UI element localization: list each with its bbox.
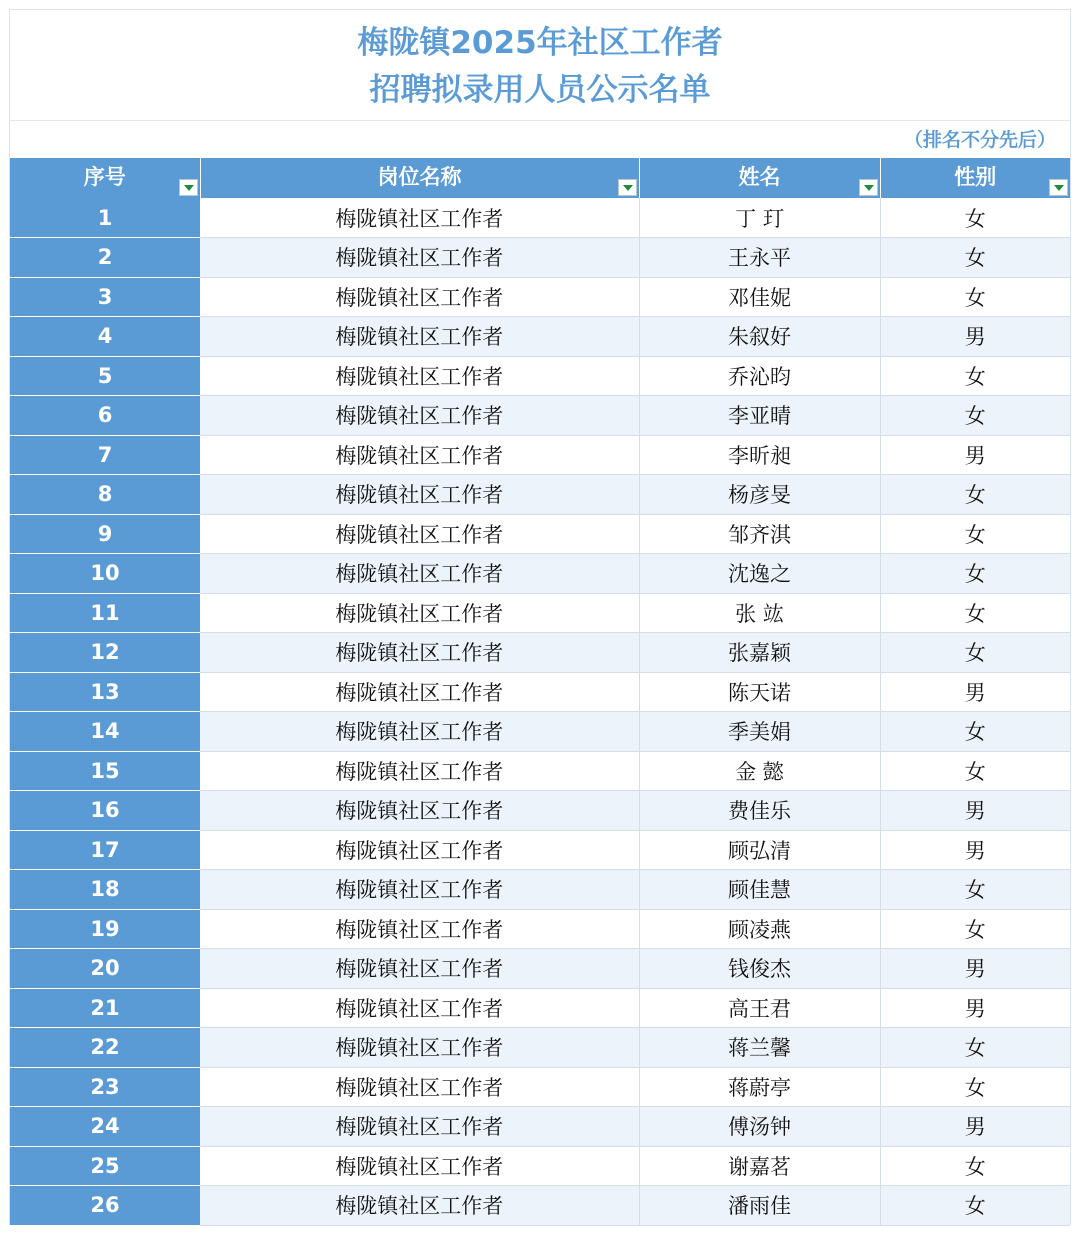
table-row [10, 396, 1070, 436]
gender-cell[interactable]: 女 [880, 238, 1070, 278]
gender-cell[interactable]: 男 [880, 317, 1070, 357]
seq-cell[interactable]: 6 [10, 396, 200, 436]
name-cell[interactable]: 张 竑 [639, 593, 880, 633]
table-row [10, 1146, 1070, 1186]
seq-cell[interactable]: 12 [10, 633, 200, 673]
seq-cell[interactable]: 14 [10, 712, 200, 752]
gender-cell[interactable]: 女 [880, 1067, 1070, 1107]
title-block [10, 10, 1070, 121]
seq-cell[interactable]: 9 [10, 514, 200, 554]
table-row [10, 514, 1070, 554]
position-cell[interactable]: 梅陇镇社区工作者 [200, 593, 639, 633]
position-cell[interactable]: 梅陇镇社区工作者 [200, 1067, 639, 1107]
name-cell[interactable]: 邓佳妮 [639, 277, 880, 317]
table-row [10, 712, 1070, 752]
position-cell[interactable]: 梅陇镇社区工作者 [200, 1146, 639, 1186]
position-cell[interactable]: 梅陇镇社区工作者 [200, 988, 639, 1028]
position-cell[interactable]: 梅陇镇社区工作者 [200, 870, 639, 910]
column-header-gender [880, 158, 1070, 198]
gender-cell[interactable]: 女 [880, 1028, 1070, 1068]
column-header-label: 岗位名称 [377, 165, 462, 189]
name-cell[interactable]: 顾凌燕 [639, 909, 880, 949]
gender-cell[interactable]: 男 [880, 672, 1070, 712]
position-cell[interactable]: 梅陇镇社区工作者 [200, 751, 639, 791]
table-row [10, 1028, 1070, 1068]
table-row [10, 593, 1070, 633]
name-cell[interactable]: 王永平 [639, 238, 880, 278]
table-row [10, 198, 1070, 238]
page-title-line-2: 招聘拟录用人员公示名单 [369, 72, 711, 108]
name-cell[interactable]: 李昕昶 [639, 435, 880, 475]
gender-cell[interactable]: 女 [880, 277, 1070, 317]
name-cell[interactable]: 蒋蔚亭 [639, 1067, 880, 1107]
gender-cell[interactable]: 女 [880, 475, 1070, 515]
seq-cell[interactable]: 24 [10, 1107, 200, 1147]
gender-cell[interactable]: 男 [880, 949, 1070, 989]
column-header-label: 性别 [954, 165, 997, 189]
spreadsheet-sheet [9, 9, 1071, 1225]
table-row [10, 356, 1070, 396]
table-row [10, 791, 1070, 831]
roster-table [10, 158, 1070, 1226]
gender-cell[interactable]: 女 [880, 633, 1070, 673]
name-cell[interactable]: 傅汤钟 [639, 1107, 880, 1147]
seq-cell[interactable]: 18 [10, 870, 200, 910]
position-cell[interactable]: 梅陇镇社区工作者 [200, 356, 639, 396]
column-header-position [200, 158, 639, 198]
seq-cell[interactable]: 26 [10, 1186, 200, 1226]
position-cell[interactable]: 梅陇镇社区工作者 [200, 277, 639, 317]
table-row [10, 1067, 1070, 1107]
seq-cell[interactable]: 22 [10, 1028, 200, 1068]
name-cell[interactable]: 谢嘉茗 [639, 1146, 880, 1186]
name-cell[interactable]: 钱俊杰 [639, 949, 880, 989]
position-cell[interactable]: 梅陇镇社区工作者 [200, 514, 639, 554]
position-cell[interactable]: 梅陇镇社区工作者 [200, 1028, 639, 1068]
seq-cell[interactable]: 5 [10, 356, 200, 396]
name-cell[interactable]: 潘雨佳 [639, 1186, 880, 1226]
ranking-note: （排名不分先后） [903, 129, 1056, 151]
filter-dropdown-icon[interactable] [859, 179, 878, 196]
filter-dropdown-icon[interactable] [179, 179, 198, 196]
position-cell[interactable]: 梅陇镇社区工作者 [200, 435, 639, 475]
table-row [10, 949, 1070, 989]
column-header-label: 序号 [83, 165, 126, 189]
filter-dropdown-icon[interactable] [618, 179, 637, 196]
table-row [10, 277, 1070, 317]
gender-cell[interactable]: 男 [880, 435, 1070, 475]
gender-cell[interactable]: 女 [880, 198, 1070, 238]
position-cell[interactable]: 梅陇镇社区工作者 [200, 909, 639, 949]
name-cell[interactable]: 蒋兰馨 [639, 1028, 880, 1068]
gender-cell[interactable]: 女 [880, 554, 1070, 594]
name-cell[interactable]: 陈天诺 [639, 672, 880, 712]
name-cell[interactable]: 张嘉颖 [639, 633, 880, 673]
position-cell[interactable]: 梅陇镇社区工作者 [200, 317, 639, 357]
seq-cell[interactable]: 16 [10, 791, 200, 831]
gender-cell[interactable]: 女 [880, 751, 1070, 791]
gender-cell[interactable]: 女 [880, 396, 1070, 436]
name-cell[interactable]: 邹齐淇 [639, 514, 880, 554]
table-row [10, 988, 1070, 1028]
table-row [10, 870, 1070, 910]
gender-cell[interactable]: 女 [880, 514, 1070, 554]
seq-cell[interactable]: 15 [10, 751, 200, 791]
table-row [10, 633, 1070, 673]
position-cell[interactable]: 梅陇镇社区工作者 [200, 1186, 639, 1226]
seq-cell[interactable]: 8 [10, 475, 200, 515]
gender-cell[interactable]: 男 [880, 830, 1070, 870]
seq-cell[interactable]: 23 [10, 1067, 200, 1107]
seq-cell[interactable]: 13 [10, 672, 200, 712]
table-row [10, 672, 1070, 712]
position-cell[interactable]: 梅陇镇社区工作者 [200, 830, 639, 870]
table-row [10, 238, 1070, 278]
position-cell[interactable]: 梅陇镇社区工作者 [200, 554, 639, 594]
name-cell[interactable]: 顾佳慧 [639, 870, 880, 910]
table-row [10, 554, 1070, 594]
table-row [10, 1107, 1070, 1147]
name-cell[interactable]: 李亚晴 [639, 396, 880, 436]
name-cell[interactable]: 季美娟 [639, 712, 880, 752]
position-cell[interactable]: 梅陇镇社区工作者 [200, 238, 639, 278]
name-cell[interactable]: 金 懿 [639, 751, 880, 791]
page-title-line-1: 梅陇镇2025年社区工作者 [357, 25, 723, 61]
seq-cell[interactable]: 3 [10, 277, 200, 317]
seq-cell[interactable]: 20 [10, 949, 200, 989]
gender-cell[interactable]: 男 [880, 988, 1070, 1028]
gender-cell[interactable]: 女 [880, 593, 1070, 633]
position-cell[interactable]: 梅陇镇社区工作者 [200, 475, 639, 515]
position-cell[interactable]: 梅陇镇社区工作者 [200, 949, 639, 989]
name-cell[interactable]: 乔沁昀 [639, 356, 880, 396]
table-row [10, 475, 1070, 515]
seq-cell[interactable]: 17 [10, 830, 200, 870]
name-cell[interactable]: 丁 玎 [639, 198, 880, 238]
gender-cell[interactable]: 女 [880, 1186, 1070, 1226]
name-cell[interactable]: 费佳乐 [639, 791, 880, 831]
table-row [10, 1186, 1070, 1226]
table-row [10, 830, 1070, 870]
position-cell[interactable]: 梅陇镇社区工作者 [200, 396, 639, 436]
position-cell[interactable]: 梅陇镇社区工作者 [200, 1107, 639, 1147]
position-cell[interactable]: 梅陇镇社区工作者 [200, 712, 639, 752]
gender-cell[interactable]: 女 [880, 356, 1070, 396]
name-cell[interactable]: 顾弘清 [639, 830, 880, 870]
seq-cell[interactable]: 25 [10, 1146, 200, 1186]
column-header-label: 姓名 [738, 165, 781, 189]
position-cell[interactable]: 梅陇镇社区工作者 [200, 791, 639, 831]
seq-cell[interactable]: 2 [10, 238, 200, 278]
table-row [10, 751, 1070, 791]
gender-cell[interactable]: 女 [880, 1146, 1070, 1186]
seq-cell[interactable]: 7 [10, 435, 200, 475]
gender-cell[interactable]: 女 [880, 870, 1070, 910]
gender-cell[interactable]: 男 [880, 1107, 1070, 1147]
gender-cell[interactable]: 女 [880, 712, 1070, 752]
table-row [10, 909, 1070, 949]
name-cell[interactable]: 沈逸之 [639, 554, 880, 594]
gender-cell[interactable]: 女 [880, 909, 1070, 949]
seq-cell[interactable]: 11 [10, 593, 200, 633]
column-header-name [639, 158, 880, 198]
seq-cell[interactable]: 21 [10, 988, 200, 1028]
filter-dropdown-icon[interactable] [1049, 179, 1068, 196]
seq-cell[interactable]: 1 [10, 198, 200, 238]
roster-body [10, 198, 1070, 1225]
name-cell[interactable]: 杨彦旻 [639, 475, 880, 515]
position-cell[interactable]: 梅陇镇社区工作者 [200, 633, 639, 673]
column-header-seq [10, 158, 200, 198]
name-cell[interactable]: 朱叙好 [639, 317, 880, 357]
position-cell[interactable]: 梅陇镇社区工作者 [200, 672, 639, 712]
seq-cell[interactable]: 19 [10, 909, 200, 949]
seq-cell[interactable]: 4 [10, 317, 200, 357]
name-cell[interactable]: 高王君 [639, 988, 880, 1028]
position-cell[interactable]: 梅陇镇社区工作者 [200, 198, 639, 238]
table-row [10, 435, 1070, 475]
seq-cell[interactable]: 10 [10, 554, 200, 594]
gender-cell[interactable]: 男 [880, 791, 1070, 831]
header-row [10, 158, 1070, 198]
table-row [10, 317, 1070, 357]
